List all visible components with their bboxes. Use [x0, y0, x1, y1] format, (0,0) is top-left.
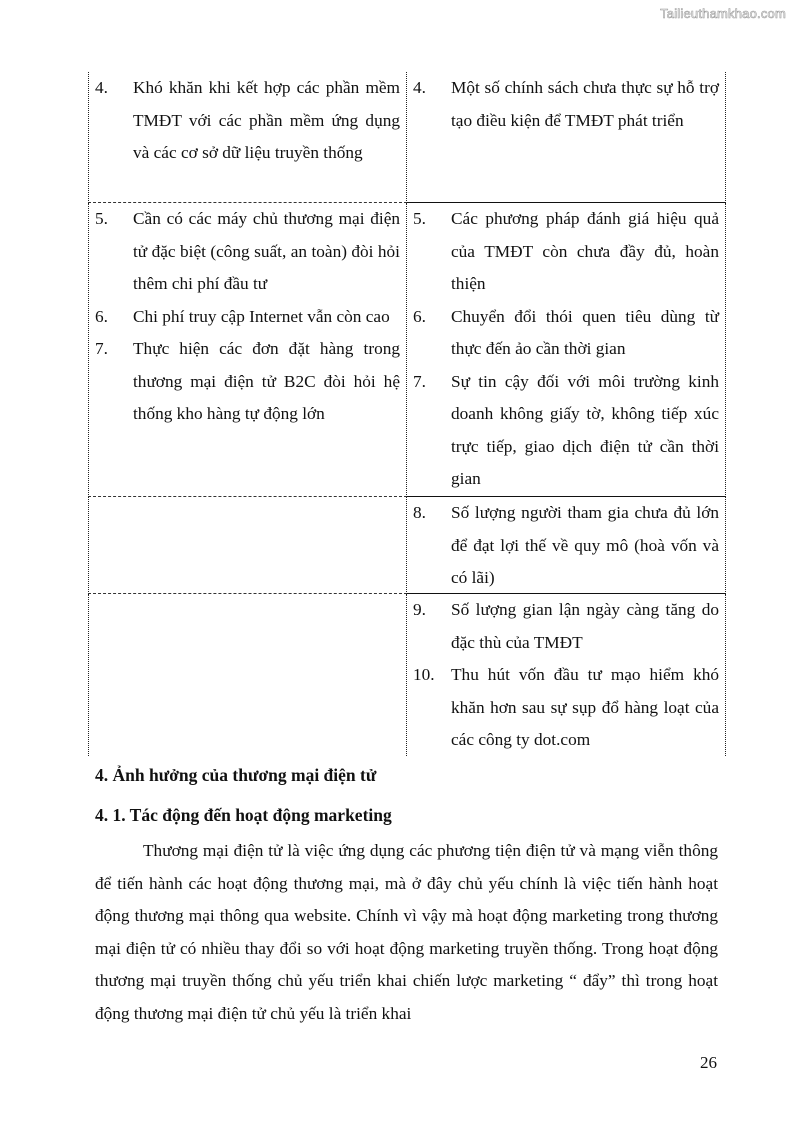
list-item	[413, 366, 719, 496]
item-text: Chi phí truy cập Internet vẫn còn cao	[133, 306, 390, 326]
item-text: Cần có các máy chủ thương mại điện tử đặc biệt (công suất, an toàn) đòi hỏi thêm chi phí đầu tư	[133, 209, 400, 293]
item-number: 7.	[413, 371, 426, 391]
item-number: 6.	[95, 306, 108, 326]
item-text: Một số chính sách chưa thực sự hỗ trợ tạo điều kiện để TMĐT phát triển	[451, 78, 719, 130]
item-text: Các phương pháp đánh giá hiệu quả của TMĐT còn chưa đầy đủ, hoàn thiện	[451, 209, 719, 293]
item-text: Thực hiện các đơn đặt hàng trong thương mại điện tử B2C đòi hỏi hệ thống kho hàng tự động lớn	[133, 339, 400, 423]
item-text: Sự tin cậy đối với môi trường kinh doanh không giấy tờ, không tiếp xúc trực tiếp, giao dịch điện tử cần thời gian	[451, 371, 719, 488]
table-cell-left-empty	[88, 497, 407, 594]
table-cell-left	[88, 72, 407, 203]
item-number: 8.	[413, 503, 426, 522]
list-item	[413, 659, 719, 757]
item-number: 7.	[95, 339, 108, 358]
table-row	[88, 594, 726, 756]
body-paragraph: Thương mại điện tử là việc ứng dụng các phương tiện điện tử và mạng viễn thông để tiến hành các hoạt động thương mại, mà ở đây chủ yếu chính là việc tiến hành hoạt động thương mại thông qua website. Chính vì vậy mà hoạt động marketing trong thương mại điện tử có nhiều thay đổi so với hoạt động marketing truyền thống. Trong hoạt động thương mại truyền thống chủ yếu triển khai chiến lược marketing “ đẩy” thì trong hoạt động thương mại điện tử chủ yếu là triển khai	[95, 841, 718, 1023]
list-item	[95, 72, 400, 170]
item-number: 5.	[95, 209, 108, 228]
table-cell-right	[407, 72, 726, 203]
watermark: Tailieuthamkhao.com	[660, 6, 786, 21]
item-number: 5.	[413, 209, 426, 228]
table-cell-left-empty	[88, 594, 407, 756]
table-cell-left	[88, 203, 407, 497]
list-item	[413, 594, 719, 659]
list-item	[95, 333, 400, 431]
item-number: 6.	[413, 306, 426, 326]
table-cell-right	[407, 594, 726, 756]
table-cell-right	[407, 497, 726, 594]
list-item	[95, 203, 400, 301]
item-text: Số lượng gian lận ngày càng tăng do đặc thù của TMĐT	[451, 600, 719, 652]
comparison-table	[88, 72, 726, 756]
table-row	[88, 203, 726, 497]
item-text: Khó khăn khi kết hợp các phần mềm TMĐT với các phần mềm ứng dụng và các cơ sở dữ liệu truyền thống	[133, 78, 400, 162]
list-item	[95, 301, 400, 334]
page-number: 26	[700, 1053, 717, 1072]
item-number: 4.	[413, 78, 426, 97]
item-text: Thu hút vốn đầu tư mạo hiểm khó khăn hơn sau sự sụp đổ hàng loạt của các công ty dot.com	[451, 665, 719, 749]
subsection-heading: 4. 1. Tác động đến hoạt động marketing	[95, 805, 392, 825]
list-item	[413, 301, 719, 366]
item-text: Chuyển đổi thói quen tiêu dùng từ thực đến ảo cần thời gian	[451, 306, 719, 358]
table-row	[88, 72, 726, 203]
item-number: 4.	[95, 78, 108, 97]
table-row	[88, 497, 726, 594]
list-item	[413, 497, 719, 595]
list-item	[413, 203, 719, 301]
section-heading: 4. Ảnh hưởng của thương mại điện tử	[95, 765, 377, 785]
item-number: 10.	[413, 665, 435, 684]
item-text: Số lượng người tham gia chưa đủ lớn để đạt lợi thế về quy mô (hoà vốn và có lãi)	[451, 503, 719, 587]
list-item	[413, 72, 719, 137]
item-number: 9.	[413, 600, 426, 619]
table-cell-right	[407, 203, 726, 497]
